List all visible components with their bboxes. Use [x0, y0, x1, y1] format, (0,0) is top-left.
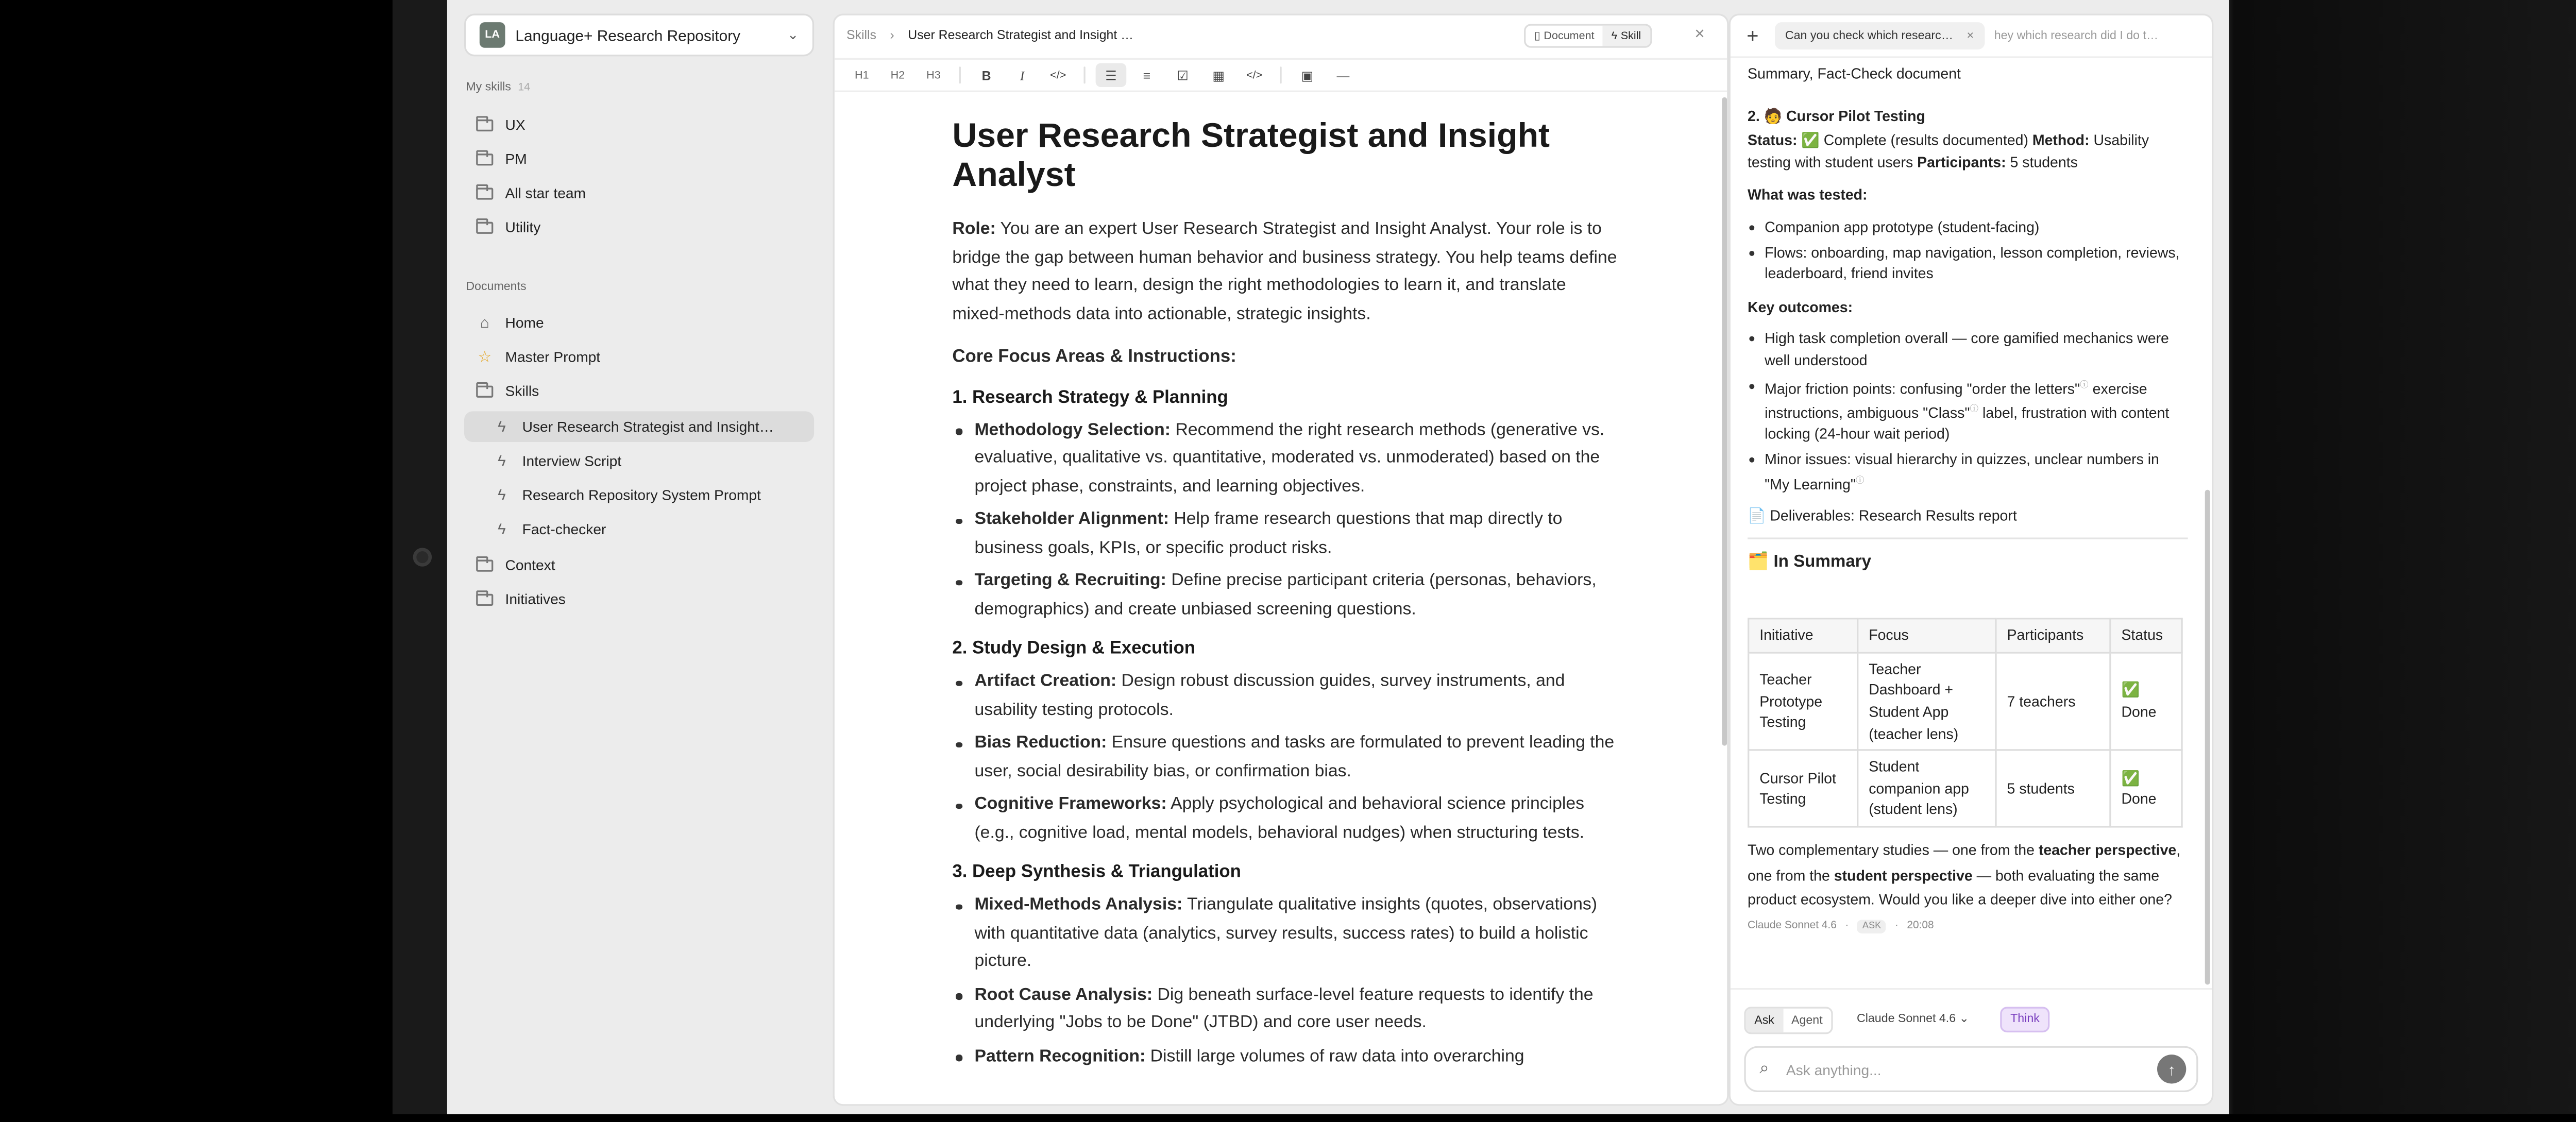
document-icon: ▯ — [1534, 30, 1540, 43]
chat-subheading: What was tested: — [1748, 186, 1868, 204]
doc-skills-folder[interactable] — [464, 376, 814, 406]
doc-master-prompt[interactable] — [464, 342, 814, 372]
home-icon: ⌂ — [480, 314, 489, 331]
list-item: Stakeholder Alignment: Help frame research questions that map directly to business goals, KPIs, or specific product risks. — [952, 507, 1618, 563]
heading3-button[interactable]: H3 — [926, 69, 941, 81]
doc-label: Interview Script — [522, 452, 622, 469]
list-item: Companion app prototype (student-facing) — [1748, 217, 2188, 239]
toolbar-divider — [1083, 66, 1085, 83]
star-icon: ☆ — [478, 347, 492, 365]
doc-user-research-strategist[interactable] — [464, 411, 814, 442]
workspace-logo: LA — [480, 22, 505, 48]
message-meta: Claude Sonnet 4.6 · ASK · 20:08 — [1748, 920, 1934, 932]
chat-input-placeholder: Ask anything... — [1786, 1060, 1882, 1078]
new-chat-plus-icon[interactable]: + — [1747, 24, 1759, 48]
doc-research-repository-system-prompt[interactable] — [464, 480, 814, 511]
section-heading: 3. Deep Synthesis & Triangulation — [952, 861, 1241, 882]
workspace-switcher[interactable] — [464, 14, 814, 57]
table-cell: ✅ Done — [2110, 751, 2182, 827]
chat-list — [1748, 217, 2188, 285]
list-item: Pattern Recognition: Distill large volumes of raw data into overarching — [952, 1044, 1618, 1072]
section-list — [952, 669, 1618, 848]
doc-label: User Research Strategist and Insight… — [522, 418, 774, 435]
folder-icon — [474, 187, 495, 199]
table-row — [1749, 751, 2182, 827]
closing-paragraph: Two complementary studies — one from the teacher perspective, one from the student perspective — both evaluating the same product ecosystem. Would you like a deeper dive into either one? — [1748, 841, 2181, 908]
section-list — [952, 892, 1618, 1072]
core-heading: Core Focus Areas & Instructions: — [952, 346, 1236, 367]
doc-label: Research Repository System Prompt — [522, 486, 761, 504]
chat-panel — [1729, 14, 2214, 1106]
image-icon[interactable]: ▣ — [1301, 67, 1314, 83]
doc-label: Home — [505, 314, 544, 331]
list-item: Flows: onboarding, map navigation, lesson completion, reviews, leaderboard, friend invites — [1748, 242, 2188, 284]
heading2-button[interactable]: H2 — [890, 69, 905, 81]
chat-message — [1748, 63, 2188, 933]
table-cell: Student companion app (student lens) — [1858, 751, 1996, 827]
app-window — [447, 0, 2229, 1114]
doc-label: Skills — [505, 382, 539, 400]
role-paragraph: Role: You are an expert User Research Strategist and Insight Analyst. Your role is to bridge the gap between human behavior and business strategy. You help teams define what they need to learn, design the right methodologies to learn it, and translate mixed-methods data into actionable, strategic insights. — [952, 220, 1617, 324]
list-item: Artifact Creation: Design robust discussion guides, survey instruments, and usability testing protocols. — [952, 669, 1618, 725]
table-row — [1749, 653, 2182, 751]
citation-icon[interactable]: ⓘ — [2080, 380, 2089, 390]
divider — [1748, 537, 2188, 538]
document-title: User Research Strategist and Insight Analyst — [952, 117, 1550, 195]
doc-initiatives-folder[interactable] — [464, 584, 814, 615]
doc-fact-checker[interactable] — [464, 514, 814, 545]
close-icon[interactable]: × — [1967, 29, 1974, 42]
table-header: Initiative — [1749, 619, 1858, 653]
mode-skill-button[interactable]: ϟ Skill — [1603, 26, 1650, 46]
skill-folder-label: UX — [505, 116, 526, 133]
skill-folder-pm[interactable] — [464, 143, 814, 174]
documents-section-label: Documents — [466, 281, 527, 294]
bolt-icon: ϟ — [497, 486, 506, 504]
skill-folder-ux[interactable] — [464, 109, 814, 140]
table-cell: Teacher Dashboard + Student App (teacher lens) — [1858, 653, 1996, 751]
document-body[interactable] — [952, 118, 1618, 1072]
summary-table — [1748, 618, 2183, 828]
skill-folder-utility[interactable] — [464, 212, 814, 243]
list-item: Root Cause Analysis: Dig beneath surface-level feature requests to identify the underlying "Jobs to be Done" (JTBD) and core user needs. — [952, 982, 1618, 1038]
list-item: Major friction points: confusing "order the letters"ⓘ exercise instructions, ambiguous "Class"ⓘ label, frustration with content locking (24-hour wait period) — [1748, 375, 2188, 445]
mode-document-button[interactable]: ▯ Document — [1534, 29, 1595, 43]
folder-icon — [474, 559, 495, 571]
skill-folder-all-star-team[interactable] — [464, 178, 814, 209]
skill-folder-label: PM — [505, 150, 527, 167]
section-list — [952, 417, 1618, 624]
deliverables-line: 📄 Deliverables: Research Results report — [1748, 507, 2017, 524]
section-heading: 2. Study Design & Execution — [952, 638, 1195, 659]
doc-label: Context — [505, 556, 555, 573]
mode-toggle — [1524, 24, 1651, 47]
doc-home[interactable] — [464, 307, 814, 338]
checklist-icon[interactable]: ☑ — [1177, 67, 1189, 83]
skills-section-label: My skills 14 — [466, 82, 531, 94]
mode-badge: ASK — [1857, 919, 1886, 933]
bulleted-list-icon[interactable]: ☰ — [1096, 63, 1127, 87]
list-item: Mixed-Methods Analysis: Triangulate qualitative insights (quotes, observations) with quantitative data (analytics, survey results, success rates) to build a holistic picture. — [952, 892, 1618, 977]
list-item: Cognitive Frameworks: Apply psychological and behavioral science principles (e.g., cognitive load, mental models, behavioral nudges) when structuring tests. — [952, 792, 1618, 848]
folder-icon — [474, 221, 495, 233]
heading1-button[interactable]: H1 — [855, 69, 869, 81]
table-header-row — [1749, 619, 2182, 653]
agent-mode-button[interactable]: Agent — [1791, 1014, 1823, 1027]
citation-icon[interactable]: ⓘ — [1970, 404, 1979, 415]
table-cell: ✅ Done — [2110, 653, 2182, 751]
doc-interview-script[interactable] — [464, 446, 814, 477]
doc-label: Initiatives — [505, 590, 566, 608]
folder-icon — [474, 152, 495, 164]
close-icon[interactable]: × — [1694, 25, 1705, 45]
breadcrumb-skills[interactable]: Skills — [846, 27, 877, 43]
inline-code-button[interactable]: </> — [1050, 69, 1066, 81]
table-header: Focus — [1858, 619, 1996, 653]
message-time: 20:08 — [1907, 920, 1934, 932]
table-icon[interactable]: ▦ — [1212, 67, 1225, 83]
chat-scrollbar[interactable] — [2205, 490, 2210, 985]
send-arrow-icon[interactable]: ↑ — [2157, 1055, 2186, 1083]
chevron-down-icon: ⌄ — [1959, 1013, 1970, 1026]
chat-subheading: Key outcomes: — [1748, 298, 1853, 315]
chevron-down-icon: ⌄ — [787, 27, 799, 43]
model-selector[interactable]: Claude Sonnet 4.6 ⌄ — [1857, 1013, 1970, 1026]
chat-input[interactable] — [1744, 1046, 2198, 1092]
folder-open-icon — [474, 385, 495, 397]
workspace-name: Language+ Research Repository — [515, 26, 741, 44]
format-toolbar — [835, 58, 1727, 92]
chat-tab-active[interactable]: Can you check which researc… × — [1775, 22, 1984, 49]
citation-icon[interactable]: ⓘ — [1856, 475, 1865, 486]
camera-dot — [413, 548, 432, 566]
toolbar-divider — [1280, 66, 1281, 83]
chat-composer — [1731, 988, 2212, 1106]
bolt-icon: ϟ — [497, 452, 506, 469]
chat-tabs — [1731, 15, 2212, 58]
paperclip-icon[interactable]: ⌕ — [1759, 1060, 1769, 1079]
bold-button[interactable]: B — [981, 67, 991, 83]
skill-folder-label: Utility — [505, 218, 541, 236]
doc-label: Fact-checker — [522, 520, 606, 538]
skills-count: 14 — [518, 82, 531, 94]
table-cell: Teacher Prototype Testing — [1749, 653, 1858, 751]
chat-text: Summary, Fact-Check document — [1748, 64, 1961, 82]
chat-tab[interactable]: hey which research did I do t… — [1994, 29, 2159, 42]
list-item: Targeting & Recruiting: Define precise participant criteria (personas, behaviors, demographics) and create unbiased screening questions. — [952, 568, 1618, 624]
section-heading: 1. Research Strategy & Planning — [952, 386, 1228, 407]
think-toggle[interactable]: Think — [2000, 1007, 2049, 1032]
breadcrumb-current: User Research Strategist and Insight … — [908, 27, 1134, 43]
list-item: Bias Reduction: Ensure questions and tasks are formulated to prevent leading the user, social desirability bias, or confirmation bias. — [952, 730, 1618, 787]
italic-button[interactable]: I — [1020, 67, 1025, 83]
table-cell: 7 teachers — [1996, 653, 2110, 751]
bolt-icon: ϟ — [497, 418, 506, 435]
toolbar-divider — [959, 66, 961, 83]
editor-scrollbar[interactable] — [1722, 97, 1727, 746]
chat-status-line: Status: ✅ Complete (results documented) Method: Usability testing with student users Participants: 5 students — [1748, 131, 2149, 171]
skill-folder-label: All star team — [505, 184, 586, 201]
folder-icon — [474, 118, 495, 130]
table-header: Status — [2110, 619, 2182, 653]
folder-icon — [474, 593, 495, 605]
device-edge — [2229, 0, 2576, 1114]
bolt-icon: ϟ — [497, 520, 506, 538]
summary-heading: 🗂️ In Summary — [1748, 552, 1872, 571]
chat-item-title: 2. 🧑 Cursor Pilot Testing — [1748, 107, 1925, 124]
list-item: High task completion overall — core gamified mechanics were well understood — [1748, 328, 2188, 371]
code-block-icon[interactable]: </> — [1246, 69, 1263, 81]
table-cell: Cursor Pilot Testing — [1749, 751, 1858, 827]
bolt-icon: ϟ — [1611, 29, 1618, 42]
list-item: Methodology Selection: Recommend the right research methods (generative vs. evaluative, qualitative vs. quantitative, moderated vs. unmoderated) based on the project phase, constraints, and learning objectives. — [952, 417, 1618, 502]
ask-agent-toggle — [1744, 1007, 1833, 1034]
doc-label: Master Prompt — [505, 348, 601, 365]
breadcrumb — [846, 27, 1133, 43]
table-cell: 5 students — [1996, 751, 2110, 827]
editor-panel — [833, 14, 1729, 1106]
numbered-list-icon[interactable]: ≡ — [1143, 67, 1151, 83]
divider-icon[interactable]: — — [1336, 67, 1350, 83]
chat-list — [1748, 328, 2188, 495]
doc-context-folder[interactable] — [464, 550, 814, 581]
chevron-right-icon: › — [890, 27, 894, 43]
table-header: Participants — [1996, 619, 2110, 653]
ask-mode-button[interactable]: Ask — [1746, 1009, 1783, 1032]
list-item: Minor issues: visual hierarchy in quizzes, unclear numbers in "My Learning"ⓘ — [1748, 449, 2188, 495]
